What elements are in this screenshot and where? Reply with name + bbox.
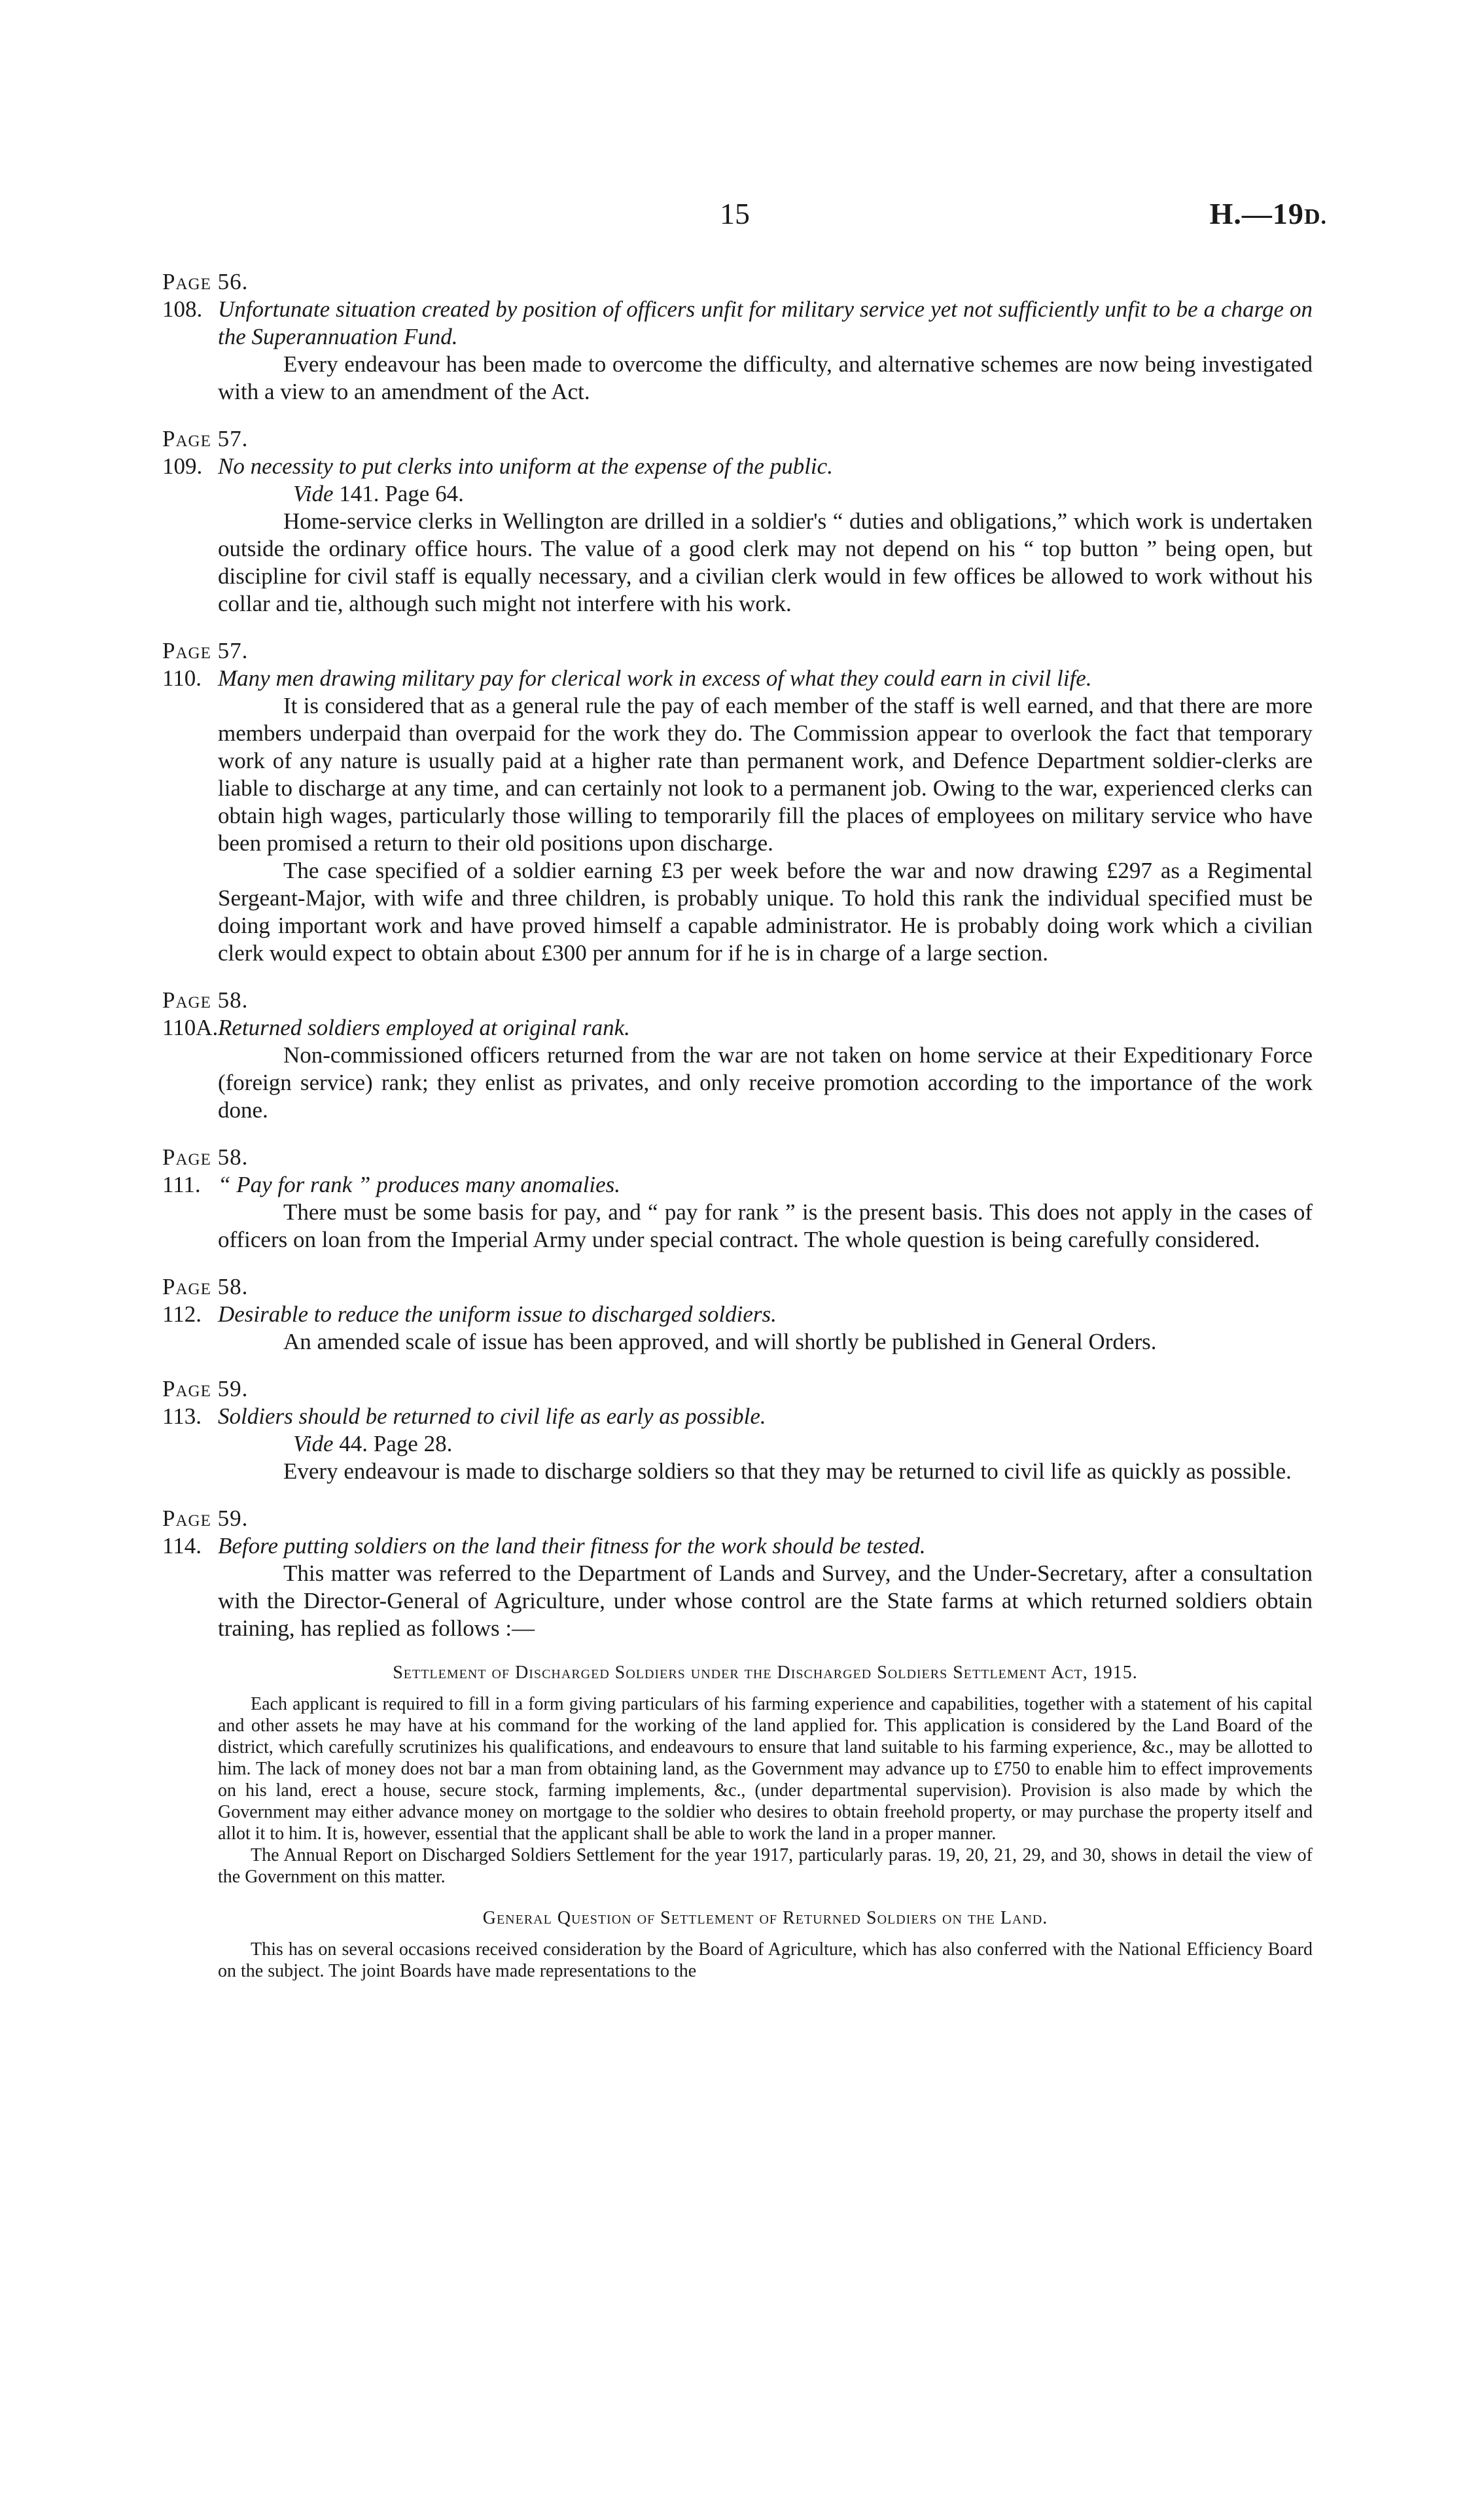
quoted-paragraph: The Annual Report on Discharged Soldiers Settlement for the year 1917, particularly paras. 19, 20, 21, 29, and 30, shows in detail the view of the Government on this matter. xyxy=(218,1845,1313,1887)
item-110a xyxy=(162,987,1313,1124)
item-paragraph: There must be some basis for pay, and “ pay for rank ” is the present basis. This does not apply in the cases of officers on loan from the Imperial Army under special contract. The whole question is being carefully considered. xyxy=(218,1199,1313,1252)
item-heading xyxy=(162,1403,1313,1430)
item-paragraph: Home-service clerks in Wellington are drilled in a soldier's “ duties and obligations,” which work is undertaken outside the ordinary office hours. The value of a good clerk may not depend on his “ top button ” being open, but discipline for civil staff is equally necessary, and a civilian clerk would in few offices be allowed to work without his collar and tie, although such might not interfere with his work. xyxy=(218,508,1313,616)
item-title: Soldiers should be returned to civil life as early as possible. xyxy=(218,1403,766,1429)
document-reference xyxy=(1210,196,1327,231)
item-title: Desirable to reduce the uniform issue to discharged soldiers. xyxy=(218,1301,777,1327)
doc-ref-suffix: D. xyxy=(1303,205,1327,229)
quoted-paragraph: This has on several occasions received consideration by the Board of Agriculture, which has also conferred with the National Efficiency Board on the subject. The joint Boards have made representations to the xyxy=(218,1939,1313,1981)
item-number: 113. xyxy=(162,1403,202,1429)
item-title: “ Pay for rank ” produces many anomalies. xyxy=(218,1172,621,1197)
quoted-paragraph: Each applicant is required to fill in a form giving particulars of his farming experience and capabilities, together with a statement of his capital and other assets he may have at his command for the working of the land applied for. This application is considered by the Land Board of the district, which carefully scrutinizes his qualifications, and endeavours to ensure that land suitable to his farming experience, &c., may be allotted to him. The lack of money does not bar a man from obtaining land, as the Government may advance up to £750 to enable him to effect improvements on his land, erect a house, secure stock, farming implements, &c., (under departmental supervision). Provision is also made by which the Government may either advance money on mortgage to the soldier who desires to obtain freehold property, or may purchase the property itself and allot it to him. It is, however, essential that the applicant shall be able to work the land in a proper manner. xyxy=(218,1694,1313,1844)
item-heading xyxy=(162,453,1313,480)
general-question-heading: General Question of Settlement of Returned Soldiers on the Land. xyxy=(482,1908,1048,1928)
page-reference: Page 58. xyxy=(162,1274,249,1299)
page-reference: Page 58. xyxy=(162,1144,249,1170)
page-number: 15 xyxy=(720,197,750,230)
vide-reference xyxy=(162,1430,1313,1458)
vide-label: Vide xyxy=(293,1431,334,1456)
vide-target: 141. Page 64. xyxy=(339,481,464,506)
item-paragraph: The case specified of a soldier earning £3 per week before the war and now drawing £297 as a Regimental Sergeant-Major, with wife and three children, is probably unique. To hold this rank the individual specified must be doing important work and have proved himself a capable administrator. He is probably doing work which a civilian clerk would expect to obtain about £300 per annum for if he is in charge of a large section. xyxy=(218,858,1313,966)
vide-label: Vide xyxy=(293,481,334,506)
doc-ref-main: H.—19 xyxy=(1209,197,1304,230)
item-heading xyxy=(162,665,1313,692)
page-reference: Page 59. xyxy=(162,1376,249,1401)
item-110 xyxy=(162,637,1313,967)
item-paragraph: It is considered that as a general rule the pay of each member of the staff is well earned, and that there are more members underpaid than overpaid for the work they do. The Commission appear to overlook the fact that temporary work of any nature is usually paid at a higher rate than permanent work, and Defence Department soldier-clerks are liable to discharge at any time, and can certainly not look to a permanent job. Owing to the war, experienced clerks can obtain high wages, particularly those willing to temporarily fill the places of employees on military service who have been promised a return to their old positions upon discharge. xyxy=(218,693,1313,856)
item-heading xyxy=(162,1301,1313,1328)
page-header xyxy=(0,196,1484,242)
item-111 xyxy=(162,1144,1313,1254)
item-paragraph: This matter was referred to the Department of Lands and Survey, and the Under-Secretary, after a consultation with the Director-General of Agriculture, under whose control are the State farms at which returned soldiers obtain training, has replied as follows :— xyxy=(218,1560,1313,1641)
page-reference: Page 57. xyxy=(162,638,249,663)
item-113 xyxy=(162,1375,1313,1485)
item-number: 112. xyxy=(162,1301,202,1327)
item-heading xyxy=(162,1171,1313,1199)
item-title: Unfortunate situation created by position of officers unfit for military service yet not sufficiently unfit to be a charge on the Superannuation Fund. xyxy=(218,296,1313,349)
page-reference: Page 56. xyxy=(162,269,249,294)
vide-target: 44. Page 28. xyxy=(339,1431,453,1456)
item-number: 111. xyxy=(162,1172,201,1197)
item-heading xyxy=(162,1532,1313,1560)
item-number: 109. xyxy=(162,453,203,479)
item-heading xyxy=(162,1014,1313,1042)
item-paragraph: Every endeavour is made to discharge soldiers so that they may be returned to civil life as quickly as possible. xyxy=(283,1458,1292,1484)
item-number: 114. xyxy=(162,1533,202,1559)
item-title: No necessity to put clerks into uniform at the expense of the public. xyxy=(218,453,833,479)
vide-reference xyxy=(162,480,1313,508)
item-112 xyxy=(162,1273,1313,1356)
item-title: Many men drawing military pay for clerical work in excess of what they could earn in civil life. xyxy=(218,665,1092,691)
page-content xyxy=(162,268,1313,2001)
item-paragraph: Non-commissioned officers returned from the war are not taken on home service at their Expeditionary Force (foreign service) rank; they enlist as privates, and only receive promotion according to the importance of the work done. xyxy=(218,1042,1313,1123)
item-number: 108. xyxy=(162,296,203,322)
settlement-heading: Settlement of Discharged Soldiers under the Discharged Soldiers Settlement Act, 1915. xyxy=(393,1663,1138,1683)
item-paragraph: An amended scale of issue has been approved, and will shortly be published in General Orders. xyxy=(283,1329,1157,1354)
item-number: 110. xyxy=(162,665,202,691)
page-reference: Page 59. xyxy=(162,1506,249,1531)
item-paragraph: Every endeavour has been made to overcome the difficulty, and alternative schemes are now being investigated with a view to an amendment of the Act. xyxy=(218,351,1313,404)
item-heading xyxy=(162,296,1313,351)
item-109 xyxy=(162,425,1313,618)
item-114 xyxy=(162,1505,1313,1982)
item-number: 110A. xyxy=(162,1015,219,1040)
page-reference: Page 57. xyxy=(162,426,249,451)
item-108 xyxy=(162,268,1313,406)
item-title: Returned soldiers employed at original rank. xyxy=(218,1015,630,1040)
page-reference: Page 58. xyxy=(162,987,249,1013)
item-title: Before putting soldiers on the land their fitness for the work should be tested. xyxy=(218,1533,926,1559)
